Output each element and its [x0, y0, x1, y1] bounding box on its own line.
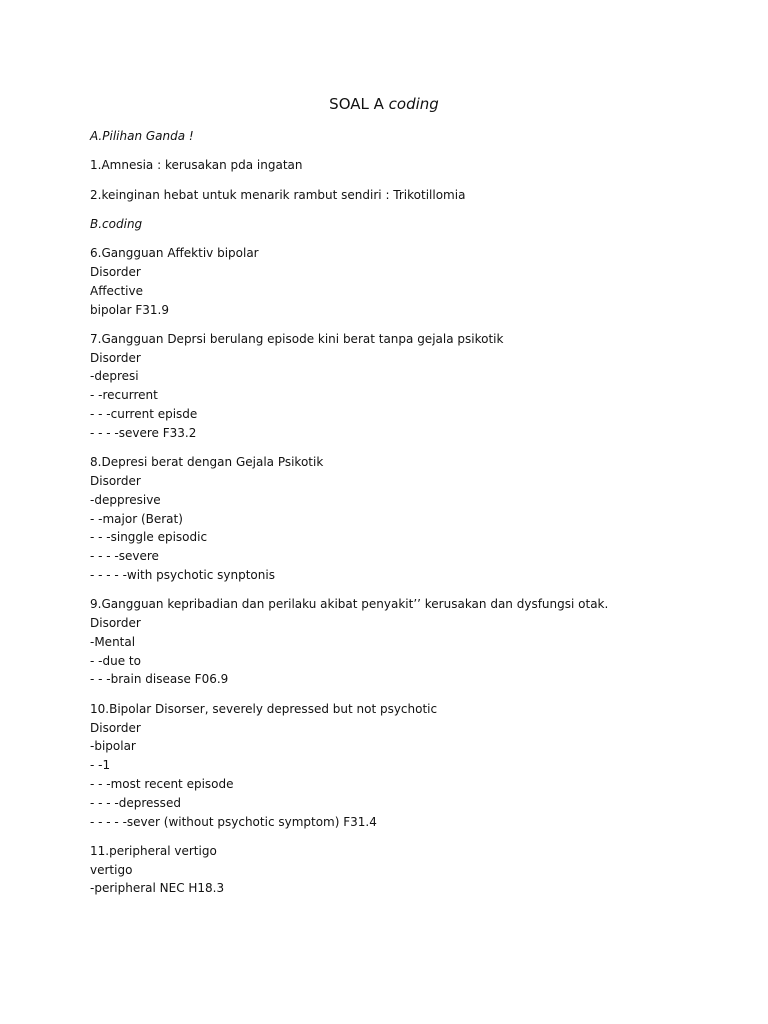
block-line: Affective	[90, 283, 143, 298]
title-italic: coding	[388, 95, 439, 113]
block-line: 7.Gangguan Deprsi berulang episode kini berat tanpa gejala psikotik	[90, 331, 504, 346]
section-b-heading: B.coding	[90, 216, 143, 231]
block-line: -bipolar	[90, 739, 136, 754]
question-2: 2.keinginan hebat untuk menarik rambut sendiri : Trikotillomia	[90, 187, 466, 202]
block-line: - -major (Berat)	[90, 511, 183, 526]
block-line: - - - -severe	[90, 549, 159, 564]
block-line: 10.Bipolar Disorser, severely depressed but not psychotic	[90, 701, 438, 716]
block-line: -deppresive	[90, 492, 161, 507]
section-a-heading: A.Pilihan Ganda !	[90, 129, 194, 143]
block-line: Disorder	[90, 350, 141, 365]
title-main: SOAL A	[329, 95, 384, 113]
coding-block-7	[90, 330, 710, 443]
block-line: - -recurrent	[90, 388, 158, 403]
block-line: - - -current episde	[90, 407, 198, 422]
block-line: - - - -severe F33.2	[90, 425, 197, 440]
block-line: - - - - -sever (without psychotic symptom) F31.4	[90, 814, 377, 829]
block-line: -Mental	[90, 634, 136, 649]
block-line: Disorder	[90, 720, 141, 735]
block-line: Disorder	[90, 616, 141, 631]
block-line: - - -brain disease F06.9	[90, 672, 229, 687]
coding-block-11	[90, 842, 710, 898]
coding-block-6	[90, 244, 710, 319]
block-line: vertigo	[90, 862, 133, 877]
coding-block-8	[90, 453, 710, 585]
block-line: 6.Gangguan Affektiv bipolar	[90, 246, 259, 261]
block-line: Disorder	[90, 264, 141, 279]
block-line: - - -most recent episode	[90, 776, 234, 791]
block-line: - -due to	[90, 653, 141, 668]
block-line: - - -singgle episodic	[90, 530, 208, 545]
block-line: - -1	[90, 758, 111, 773]
page-title	[0, 95, 768, 113]
block-line: -depresi	[90, 369, 139, 384]
block-line: 9.Gangguan kepribadian dan perilaku akibat penyakit’’ kerusakan dan dysfungsi otak.	[90, 597, 609, 612]
coding-block-9	[90, 595, 710, 689]
document-body	[90, 127, 710, 909]
block-line: Disorder	[90, 473, 141, 488]
block-line: 8.Depresi berat dengan Gejala Psikotik	[90, 455, 324, 470]
block-line: - - - - -with psychotic synptonis	[90, 567, 275, 582]
block-line: 11.peripheral vertigo	[90, 843, 217, 858]
question-1: 1.Amnesia : kerusakan pda ingatan	[90, 158, 303, 173]
coding-block-10	[90, 700, 710, 832]
block-line: bipolar F31.9	[90, 302, 169, 317]
block-line: -peripheral NEC H18.3	[90, 881, 225, 896]
block-line: - - - -depressed	[90, 795, 181, 810]
